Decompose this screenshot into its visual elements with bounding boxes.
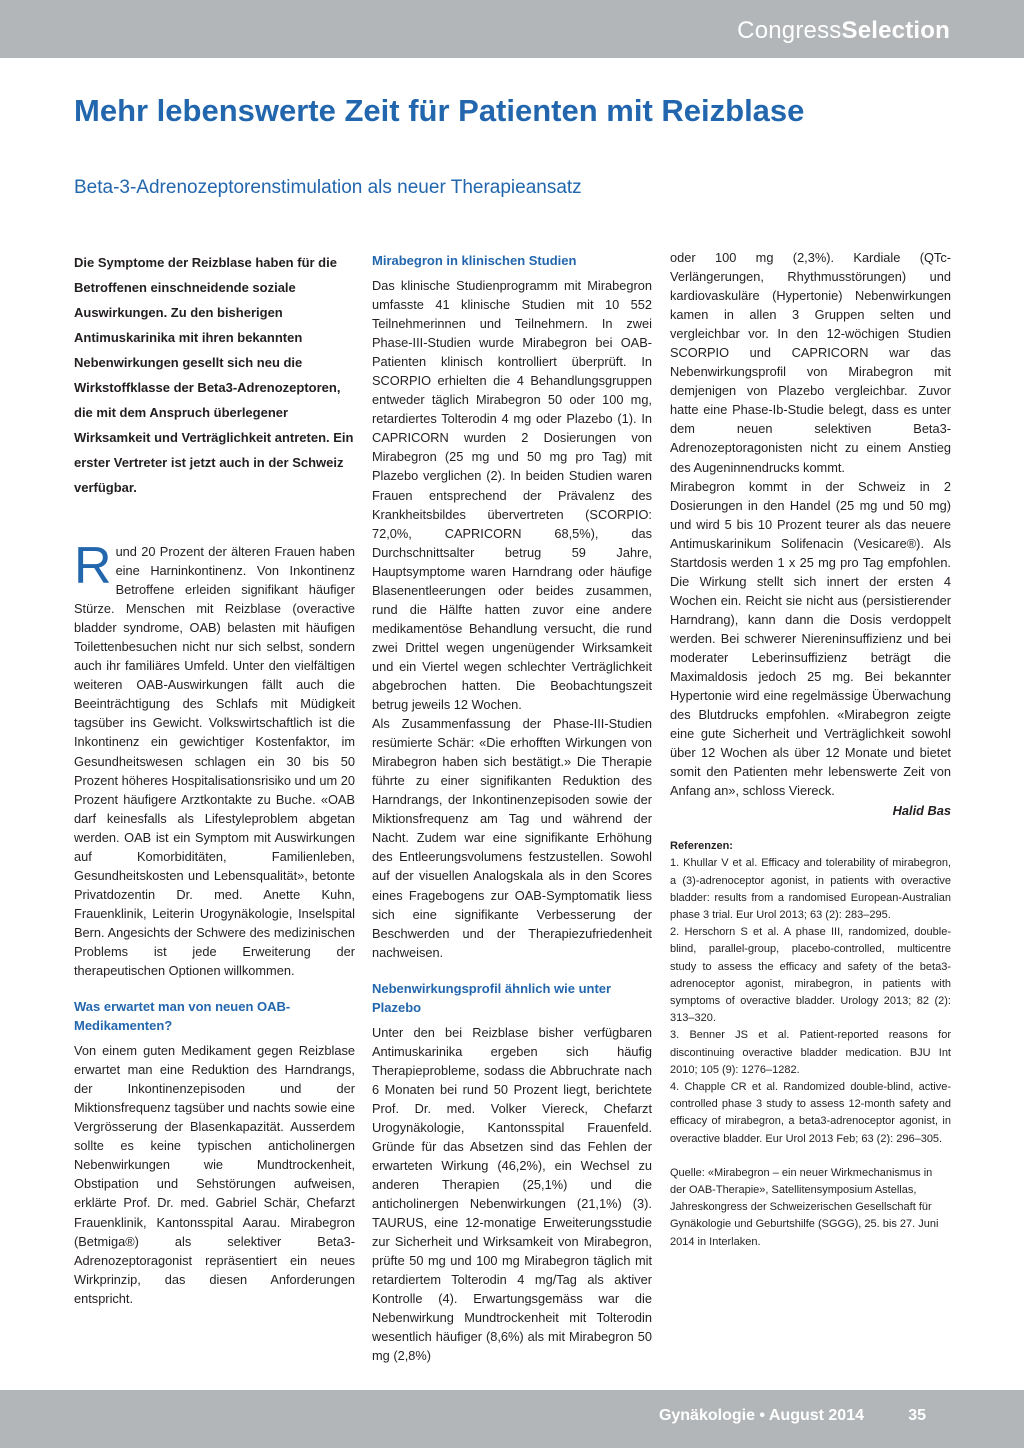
- column-3: [670, 248, 951, 1251]
- source-note: Quelle: «Mirabegron – ein neuer Wirkmechanismus in der OAB-Therapie», Satellitensymposium Astellas, Jahreskongress der Schweizerischen Gesellschaft für Gynäkologie und Geburtshilfe (SGGG), 25. bis 27. Juni 2014 in Interlaken.: [670, 1166, 939, 1248]
- footer-bar: [0, 1390, 1024, 1448]
- column-1: [74, 248, 355, 1308]
- reference-item: 4. Chapple CR et al. Randomized double-blind, active-controlled phase 3 study to assess 12-month safety and efficacy of mirabegron, a beta3-adrenoceptor agonist, in overactive bladder. Eur Urol 2013 Feb; 63 (2): 296–305.: [670, 1081, 951, 1145]
- intro-text: und 20 Prozent der älteren Frauen haben eine Harninkontinenz. Von Inkontinenz Betroffene erleiden signifikant häufiger Stürze. Menschen mit Reizblase (overactive bladder syndrome, OAB) belasten mit häufigen Toilettenbesuchen nicht nur sich selbst, sondern auch ihr familiäres Umfeld. Unter den vielfältigen weiteren OAB-Auswirkungen fällt auch die Beeinträchtigung des Schlafs mit Müdigkeit tagsüber ins Gewicht. Volkswirtschaftlich ist die Inkontinenz ein gewichtiger Kostenfaktor, im Gesundheitswesen schlagen ein 30 bis 50 Prozent höheres Hospitalisationsrisiko und um 20 Prozent häufigere Arztkontakte zu Buche. «OAB darf keinesfalls als Lifestyleproblem abgetan werden. OAB ist ein Symptom mit Auswirkungen auf Komorbiditäten, Familienleben, Gesundheitskosten und Lebensqualität», betonte Privatdozentin Dr. med. Anette Kuhn, Frauenklinik, Leiterin Urogynäkologie, Inselspital Bern. Angesichts der Schwere des medizinischen Problems ist jede Erweiterung der therapeutischen Optionen willkommen.: [74, 544, 355, 979]
- brand-bold: Selection: [841, 17, 950, 44]
- body-paragraph: Als Zusammenfassung der Phase-III-Studien resümierte Schär: «Die erhofften Wirkungen von Mirabegron haben sich bestätigt.» Die Therapie führte zu einer signifikanten Reduktion des Harndrangs, der Inkontinenzepisoden sowie der Miktionsfrequenz am Tag und während der Nacht. Zudem war eine signifikante Erhöhung des Entleerungsvolumens festzustellen. Sowohl auf der visuellen Analogskala als in den Scores eines Fragebogens zur OAB-Symptomatik liess sich eine signifikante Verbesserung der Beschwerden und der Therapiezufriedenheit nachweisen.: [372, 716, 652, 960]
- body-paragraph: Von einem guten Medikament gegen Reizblase erwartet man eine Reduktion des Harndrangs, der Inkontinenzepisoden und der Miktionsfrequenz tagsüber und nachts sowie eine Vergrösserung der Blasenkapazität. Ausserdem sollte es keine typischen anticholinergen Nebenwirkungen wie Mundtrockenheit, Obstipation und Sehstörungen aufweisen, erklärte Prof. Dr. med. Gabriel Schär, Chefarzt Frauenklinik, Kantonsspital Aarau. Mirabegron (Betmiga®) als selektiver Beta3-Adrenozeptoragonist repräsentiert ein neues Wirkprinzip, das diesen Anforderungen entspricht.: [74, 1043, 355, 1306]
- lead-paragraph: Die Symptome der Reizblase haben für die Betroffenen einschneidende soziale Auswirkungen. Zu den bisherigen Antimuskarinika mit ihren bekannten Nebenwirkungen gesellt sich neu die Wirkstoffklasse der Beta3-Adrenozeptoren, die mit dem Anspruch überlegener Wirksamkeit und Verträglichkeit antreten. Ein erster Vertreter ist jetzt auch in der Schweiz verfügbar.: [74, 255, 354, 495]
- drop-cap: R: [74, 537, 112, 595]
- references-heading: Referenzen:: [670, 840, 733, 853]
- body-paragraph: [74, 537, 355, 980]
- body-paragraph: Das klinische Studienprogramm mit Mirabegron umfasste 41 klinische Studien mit 10 552 Teilnehmerinnen und Teilnehmern. In zwei Phase-III-Studien wurde Mirabegron bei OAB-Patienten klinisch kontrolliert überprüft. In SCORPIO erhielten die 4 Behandlungsgruppen entweder täglich Mirabegron 50 oder 100 mg, retardiertes Tolterodin 4 mg oder Plazebo (1). In CAPRICORN wurden 2 Dosierungen von Mirabegron (25 mg und 50 mg pro Tag) mit Plazebo verglichen (2). In beiden Studien waren Frauen entsprechend der Prävalenz des Krankheitsbildes übervertreten (SCORPIO: 72,0%, CAPRICORN 68,5%), das Durchschnittsalter betrug 59 Jahre, Hauptsymptome waren Harndrang oder häufige Blasenentleerungen oder beides zusammen, rund die Hälfte hatten zuvor eine andere medikamentöse Behandlung versucht, die rund zwei Drittel wegen ungenügender Wirksamkeit und ein Viertel wegen schlechter Verträglichkeit abgebrochen hatten. Die Beobachtungszeit betrug jeweils 12 Wochen.: [372, 278, 652, 713]
- reference-list: [670, 855, 951, 1147]
- page-number: 35: [908, 1407, 926, 1424]
- section-heading: Nebenwirkungsprofil ähnlich wie unter Plazebo: [372, 980, 612, 1015]
- body-paragraph: Mirabegron kommt in der Schweiz in 2 Dosierungen in den Handel (25 mg und 50 mg) und wird 5 bis 10 Prozent teurer als das neuere Antimuskarinikum Solifenacin (Vesicare®). Als Startdosis werden 1 x 25 mg pro Tag empfohlen. Die Wirkung stellt sich innert der ersten 4 Wochen ein. Reicht sie nicht aus (persistierender Harndrang), kann dann die Dosis verdoppelt werden. Bei schwerer Niereninsuffizienz und bei moderater Leberinsuffizienz beträgt die Maximaldosis jedoch 25 mg. Bei bekannter Hypertonie wird eine regelmässige Überwachung des Blutdrucks empfohlen. «Mirabegron zeigte eine gute Sicherheit und Verträglichkeit sowohl über 12 Wochen als über 12 Monate und bietet somit den Patienten mehr lebenswerte Zeit von Anfang an», schloss Viereck.: [670, 478, 951, 799]
- article-title: Mehr lebenswerte Zeit für Patienten mit Reizblase: [74, 93, 805, 128]
- column-2: [372, 248, 652, 1366]
- reference-item: 3. Benner JS et al. Patient-reported reasons for discontinuing overactive bladder medication. BJU Int 2010; 105 (9): 1276–1282.: [670, 1029, 951, 1076]
- journal-issue: Gynäkologie • August 2014: [658, 1407, 864, 1424]
- body-paragraph: Unter den bei Reizblase bisher verfügbaren Antimuskarinika ergeben sich häufig Therapieprobleme, sodass die Abbruchrate nach 6 Monaten bei rund 50 Prozent liegt, berichtete Prof. Dr. med. Volker Viereck, Chefarzt Urogynäkologie, Kantonsspital Frauenfeld. Gründe für das Absetzen sind das Fehlen der erwarteten Wirkung (46,2%), ein Wechsel zu anderen Therapien (25,1%) und die anticholinergen Nebenwirkungen (21,1%) (3). TAURUS, eine 12-monatige Erweiterungsstudie zur Sicherheit und Wirksamkeit von Mirabegron, prüfte 50 mg und 100 mg Mirabegron täglich mit retardiertem Tolterodin 4 mg/Tag als aktiver Kontrolle (4). Erwartungsgemäss war die Nebenwirkung Mundtrockenheit mit Tolterodin wesentlich häufiger (8,6%) als mit Mirabegron 50 mg (2,8%): [372, 1024, 652, 1364]
- reference-item: 2. Herschorn S et al. A phase III, randomized, double-blind, parallel-group, placebo-controlled, multicentre study to assess the efficacy and safety of the beta3-adrenoceptor agonist, mirabegron, in patients with symptoms of overactive bladder. Urology 2013; 82 (2): 313–320.: [670, 926, 951, 1025]
- section-heading: Was erwartet man von neuen OAB-Medikamenten?: [74, 999, 291, 1034]
- article-subtitle: Beta-3-Adrenozeptorenstimulation als neuer Therapieansatz: [74, 177, 582, 198]
- header-bar: [0, 0, 1024, 58]
- body-paragraph: oder 100 mg (2,3%). Kardiale (QTc-Verlängerungen, Rhythmusstörungen) und kardiovaskuläre (Hypertonie) Nebenwirkungen kamen in allen 3 Gruppen selten und vergleichbar vor. In den 12-wöchigen Studien SCORPIO und CAPRICORN war das Nebenwirkungsprofil von Mirabegron mit demjenigen von Plazebo vergleichbar. Zuvor hatte eine Phase-Ib-Studie belegt, dass es unter dem neuen selektiven Beta3-Adrenozeptoragonisten nicht zu einem Anstieg des Augeninnendrucks kommt.: [670, 250, 951, 475]
- reference-item: 1. Khullar V et al. Efficacy and tolerability of mirabegron, a (3)-adrenoceptor agonist, in patients with overactive bladder: results from a randomised European-Australian phase 3 trial. Eur Urol 2013; 63 (2): 283–295.: [670, 857, 951, 922]
- congress-selection-logo: [737, 17, 950, 45]
- author-name: Halid Bas: [892, 803, 951, 819]
- section-heading: Mirabegron in klinischen Studien: [372, 253, 577, 268]
- brand-light: Congress: [737, 17, 842, 44]
